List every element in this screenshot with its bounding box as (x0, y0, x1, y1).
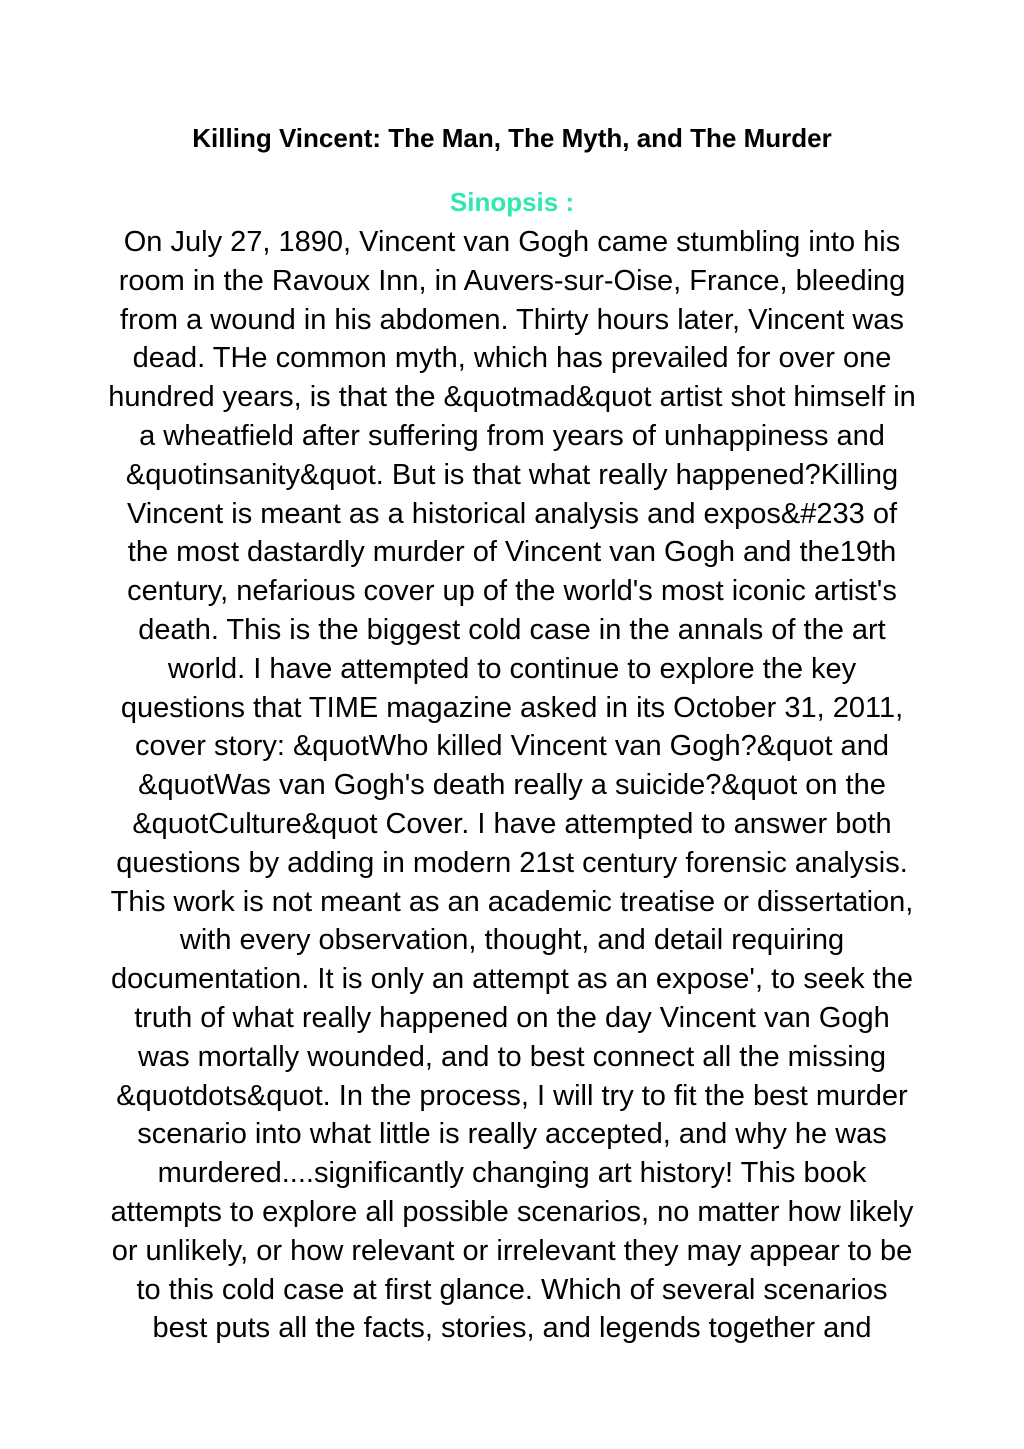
synopsis-line: Vincent is meant as a historical analysis and expos&#233 of (126, 497, 898, 530)
synopsis-line: On July 27, 1890, Vincent van Gogh came stumbling into his (123, 226, 901, 258)
synopsis-line: best puts all the facts, stories, and legends together and (152, 1312, 872, 1345)
synopsis-line: &quotWas van Gogh's death really a suicide?&quot on the (138, 769, 886, 802)
synopsis-line: the most dastardly murder of Vincent van Gogh and the19th (127, 536, 897, 569)
synopsis-line: world. I have attempted to continue to explore the key (167, 652, 857, 685)
synopsis-line: cover story: &quotWho killed Vincent van Gogh?&quot and (135, 730, 889, 763)
synopsis-line: hundred years, is that the &quotmad&quot artist shot himself in (108, 381, 916, 414)
synopsis-line: dead. THe common myth, which has prevailed for over one (132, 342, 892, 375)
synopsis-heading: Sinopsis : (449, 187, 575, 217)
synopsis-line: scenario into what little is really accepted, and why he was (137, 1118, 887, 1151)
synopsis-line: from a wound in his abdomen. Thirty hours later, Vincent was (120, 303, 904, 336)
synopsis-line: attempts to explore all possible scenarios, no matter how likely (110, 1195, 914, 1228)
synopsis-line: &quotdots&quot. In the process, I will try to fit the best murder (116, 1079, 908, 1112)
synopsis-line: &quotinsanity&quot. But is that what really happened?Killing (125, 458, 899, 491)
synopsis-line: with every observation, thought, and detail requiring (179, 924, 845, 957)
synopsis-line: or unlikely, or how relevant or irrelevant they may appear to be (111, 1234, 913, 1267)
synopsis-line: to this cold case at first glance. Which of several scenarios (136, 1273, 888, 1306)
synopsis-line: death. This is the biggest cold case in the annals of the art (138, 613, 886, 646)
book-title: Killing Vincent: The Man, The Myth, and The Murder (192, 123, 832, 153)
synopsis-line: questions by adding in modern 21st century forensic analysis. (116, 846, 908, 879)
synopsis-body (40, 223, 984, 1348)
synopsis-line: century, nefarious cover up of the world's most iconic artist's (127, 575, 897, 608)
synopsis-line: a wheatfield after suffering from years of unhappiness and (139, 419, 885, 452)
synopsis-line: room in the Ravoux Inn, in Auvers-sur-Oise, France, bleeding (118, 264, 906, 297)
synopsis-line: was mortally wounded, and to best connect all the missing (138, 1040, 886, 1073)
synopsis-line: truth of what really happened on the day Vincent van Gogh (134, 1001, 890, 1034)
synopsis-line: questions that TIME magazine asked in its October 31, 2011, (120, 691, 904, 724)
synopsis-line: This work is not meant as an academic treatise or dissertation, (110, 885, 914, 918)
synopsis-line: murdered....significantly changing art history! This book (157, 1157, 867, 1190)
synopsis-line: documentation. It is only an attempt as an expose', to seek the (111, 963, 913, 996)
synopsis-line: &quotCulture&quot Cover. I have attempted to answer both (132, 807, 892, 840)
